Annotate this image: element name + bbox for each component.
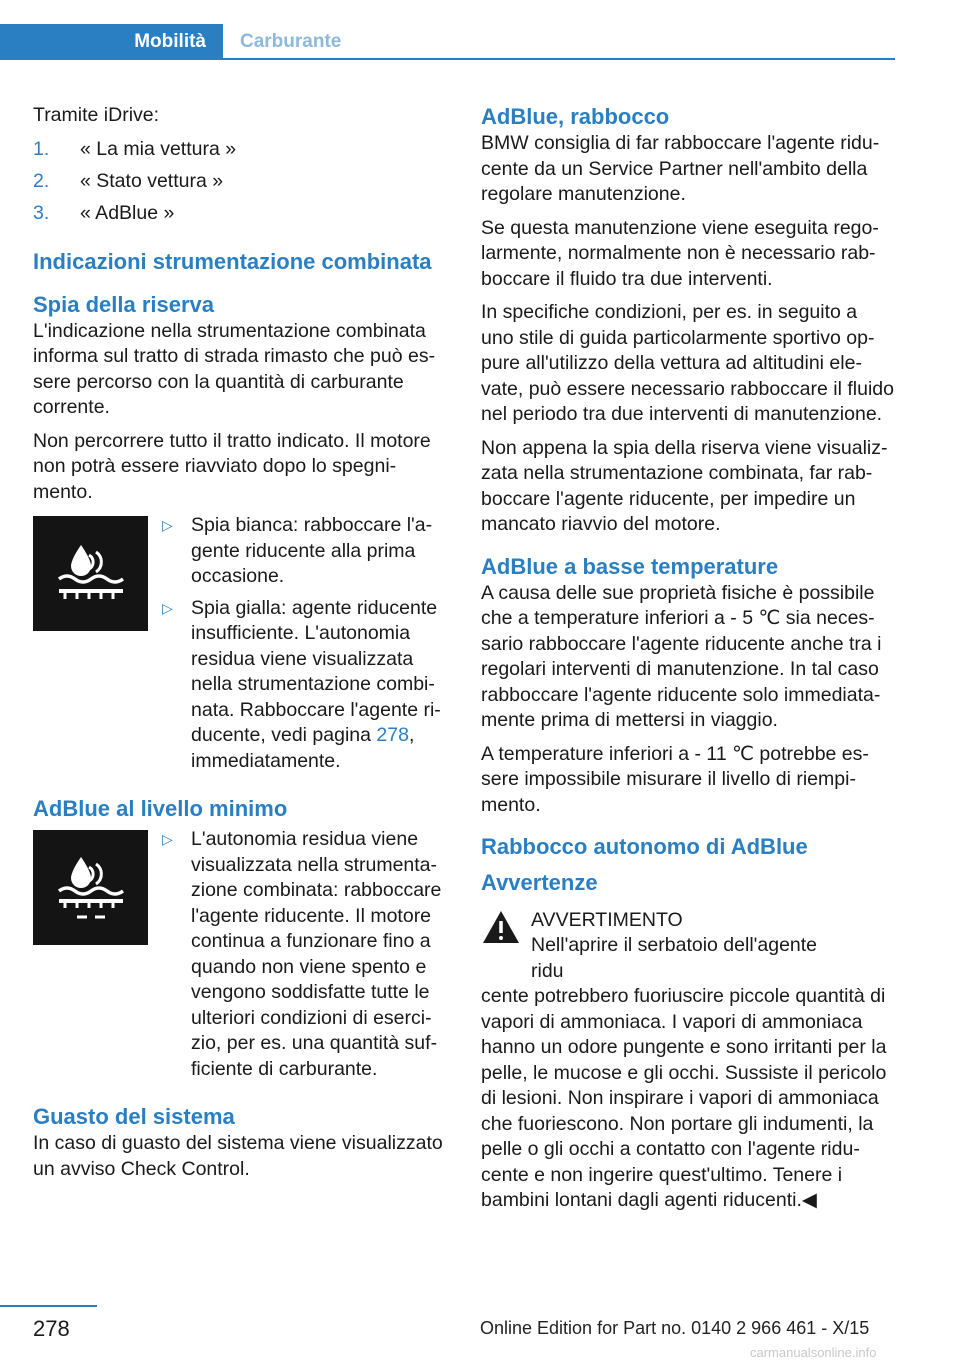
warning-text: cente potrebbero fuoriuscire piccole quantità di vapori di ammoniaca. I vapori di ammoniaca hanno un odore pungente e sono irritanti per la pelle, le mucose e gli occhi. Sussiste il pericolo di lesioni. Non inspirare i vapori di ammoniaca che fuoriescono. Non portare gli indumenti, la pelle o gli occhi a contatto con l'agente riducente e non ingerire quest'ultimo. Tenere i bambini lontani dagli agenti riducenti.◀: [481, 985, 887, 1211]
right-column: [481, 103, 895, 1222]
refill-paragraph-4: Non appena la spia della riserva viene visualizzata nella strumentazione combinata, far rabboccare l'agente riducente, per impedire un mancato riavvio del motore.: [481, 436, 888, 535]
min-bullets: [162, 827, 448, 1088]
reserve-paragraph-2: Non percorrere tutto il tratto indicato. Il motore non potrà essere riavviato dopo lo spegnimento.: [33, 429, 431, 503]
heading-cluster: Indicazioni strumentazione combinata: [33, 248, 432, 274]
step-item: [33, 137, 448, 169]
heading-refill: AdBlue, rabbocco: [481, 104, 670, 129]
step-item: [33, 169, 448, 201]
refill-paragraph-3: In specifiche condizioni, per es. in seguito a uno stile di guida particolarmente sportivo oppure all'utilizzo della vettura ad altitudini elevate, può essere necessario rabboccare il fluido nel periodo tra due interventi di manutenzione.: [481, 301, 894, 425]
fault-paragraph: In caso di guasto del sistema viene visualizzato un avviso Check Control.: [33, 1132, 443, 1180]
step-number: 3.: [33, 201, 50, 224]
heading-fault: Guasto del sistema: [33, 1104, 235, 1129]
refill-paragraph-1: BMW consiglia di far rabboccare l'agente riducente da un Service Partner nell'ambito della regolare manutenzione.: [481, 132, 880, 205]
low-temp-paragraph-1: A causa delle sue proprietà fisiche è possibile che a temperature inferiori a - 5 ℃ sia necessario rabboccare l'agente riducente anche tra i regolari interventi di manutenzione. In tal caso rabboccare l'agente riducente solo immediatamente prima di mettersi in viaggio.: [481, 581, 882, 731]
warning-triangle-icon: [481, 909, 521, 945]
reserve-paragraph-1: L'indicazione nella strumentazione combinata informa sul tratto di strada rimasto che può essere percorso con la quantità di carburante corrente.: [33, 319, 436, 418]
step-text: « AdBlue »: [80, 201, 175, 224]
triangle-bullet-icon: ▷: [162, 517, 173, 533]
heading-reserve: Spia della riserva: [33, 291, 214, 317]
reserve-bullets: [162, 513, 448, 780]
heading-low-temp: AdBlue a basse temperature: [481, 553, 779, 579]
page-link[interactable]: 278: [376, 724, 409, 746]
list-item: ▷ Spia bianca: rabboccare l'agente riducente alla prima occasione.: [162, 514, 433, 587]
footer-divider: [0, 1305, 97, 1307]
left-column: [33, 103, 448, 1190]
watermark: carmanualsonline.info: [750, 1345, 877, 1360]
heading-self-refill: Rabbocco autonomo di AdBlue: [481, 834, 808, 859]
step-number: 1.: [33, 137, 50, 160]
step-number: 2.: [33, 169, 50, 192]
adblue-reserve-warning-icon: [33, 516, 148, 631]
tab-mobilita[interactable]: Mobilità: [0, 24, 223, 60]
step-text: « La mia vettura »: [80, 137, 237, 160]
step-text: « Stato vettura »: [80, 169, 224, 192]
page-header: [0, 24, 895, 60]
warning-lead: Nell'aprire il serbatoio dell'agente ridu: [531, 934, 818, 982]
edition-label: Online Edition for Part no. 0140 2 966 461 - X/15: [480, 1318, 870, 1338]
low-temp-paragraph-2: A temperature inferiori a - 11 ℃ potrebbe essere impossibile misurare il livello di riempimento.: [481, 742, 869, 816]
warning-title: AVVERTIMENTO: [531, 909, 683, 931]
adblue-minimum-warning-icon: [33, 830, 148, 945]
tab-carburante[interactable]: Carburante: [240, 31, 342, 52]
header-divider: [0, 58, 895, 60]
list-item: ▷ Spia gialla: agente riducente insufficiente. L'autonomia residua viene visualizzata nella strumentazione combinata. Rabboccare l'agente riducente, vedi pagina 278, immediatamente.: [162, 596, 441, 772]
warning-block: [481, 907, 895, 984]
idrive-steps: [33, 137, 448, 233]
list-item: ▷ L'autonomia residua viene visualizzata nella strumentazione combinata: rabboccare l'agente riducente. Il motore continua a funzionare fino a quando non viene spento e vengono soddisfatte tutte le ulteriori condizioni di esercizio, per es. una quantità sufficiente di carburante.: [162, 828, 442, 1080]
refill-paragraph-2: Se questa manutenzione viene eseguita regolarmente, normalmente non è necessario rabboccare il fluido tra due interventi.: [481, 216, 879, 290]
min-indicator-row: [33, 827, 448, 1088]
reserve-indicator-row: [33, 513, 448, 780]
heading-notes: Avvertenze: [481, 870, 598, 895]
step-item: [33, 201, 448, 233]
heading-min-level: AdBlue al livello minimo: [33, 796, 288, 821]
triangle-bullet-icon: ▷: [162, 599, 173, 616]
idrive-intro: Tramite iDrive:: [33, 104, 160, 126]
triangle-bullet-icon: ▷: [162, 831, 173, 847]
page-number: 278: [33, 1316, 70, 1341]
